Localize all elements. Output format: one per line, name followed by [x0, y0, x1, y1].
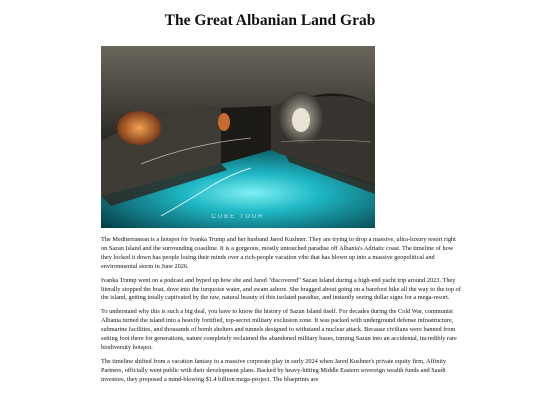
photo-watermark: CUBE TOUR	[211, 214, 265, 220]
article-photo	[101, 46, 375, 228]
article-paragraph: The timeline shifted from a vacation fantasy to a massive corporate play in early 2024 when Jared Kushner's private equity firm, Affinity Partners, officially went public with their development plans. Backed by heavy-hitting Middle Eastern sovereign wealth funds and Saudi investors, they proposed a mind-blowing $1.4 billion mega-project. The blueprints are	[101, 357, 447, 383]
article-paragraph: To understand why this is such a big deal, you have to know the history of Sazan Island itself. For decades during the Cold War, communist Albania turned the island into a heavily fortified, top-secret military exclusion zone. It was packed with underground defense infrastructure, submarine facilities, and thousands of bomb shelters and tunnels designed to withstand a nuclear attack. Because civilians were banned from setting foot there for generations, nature completely reclaimed the abandoned military bases, turning Sazan into an accidental, incredibly rare biodiversity hotspot.	[101, 308, 457, 351]
article-paragraph: Ivanka Trump went on a podcast and hyped up how she and Jared "discovered" Sazan Island during a high-end yacht trip around 2023. They literally stopped the boat, dove into the turquoise water, and swam ashore. She bragged about going on a barefoot hike all the way to the top of the island, getting totally captivated by the raw, natural beauty of this isolated paradise, and instantly seeing dollar signs for a mega-resort.	[101, 276, 461, 302]
article-body	[101, 236, 461, 390]
article-paragraph: The Mediterranean is a hotspot for Ivanka Trump and her husband Jared Kushner. They are trying to drop a massive, ultra-luxury resort right on Sazan Island and the surrounding coastline. It is a gorgeous, mostly untouched paradise off Albania's Adriatic coast. The timeline of how they locked it down has people losing their minds over a rich-people vacation vibe that has blown up into a massive geopolitical and environmental storm in June 2026.	[101, 236, 456, 270]
article-title: The Great Albanian Land Grab	[164, 12, 376, 29]
